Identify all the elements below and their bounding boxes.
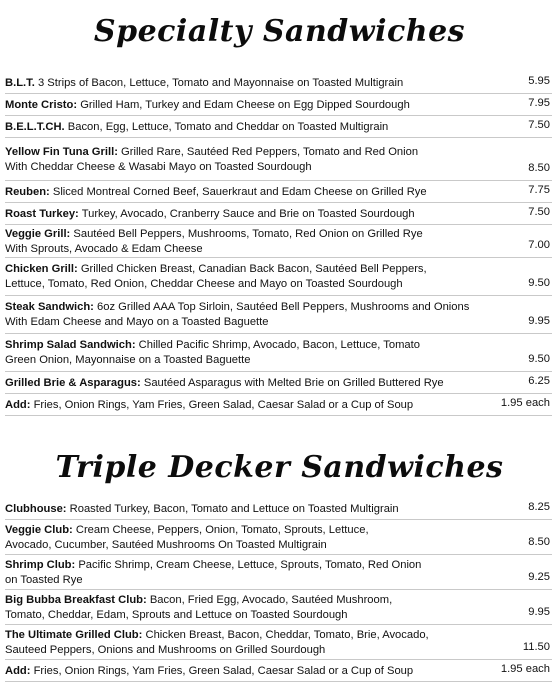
menu-item-text: Fries, Onion Rings, Yam Fries, Green Salad, Caesar Salad or a Cup of Soup [33, 665, 414, 677]
menu-item-description [5, 72, 494, 93]
menu-item-line [5, 664, 494, 679]
menu-item-line [5, 315, 494, 330]
menu-item-price: 1.95 each [500, 397, 550, 409]
menu-item-text: Lettuce, Tomato, Red Onion, Cheddar Cheese and Mayo on Toasted Sourdough [5, 278, 403, 290]
menu-item-text: Roasted Turkey, Bacon, Tomato and Lettuce on Toasted Multigrain [69, 503, 399, 515]
menu-item-name: Shrimp Club: [5, 559, 76, 571]
menu-item-line [5, 300, 494, 315]
menu-item-line [5, 376, 494, 391]
menu-item [5, 138, 552, 181]
menu-item-text: Grilled Ham, Turkey and Edam Cheese on Egg Dipped Sourdough [80, 99, 410, 111]
menu-item-price: 5.95 [528, 75, 550, 87]
menu-item-line [5, 242, 494, 257]
menu-item [5, 660, 552, 682]
menu-item [5, 394, 552, 416]
menu-item-line [5, 573, 494, 588]
menu-item-text: Fries, Onion Rings, Yam Fries, Green Salad, Caesar Salad or a Cup of Soup [33, 399, 414, 411]
menu-item-name: Roast Turkey: [5, 208, 79, 220]
menu-item-line [5, 227, 494, 242]
menu-item-name: Clubhouse: [5, 503, 67, 515]
menu-item-price: 7.75 [528, 184, 550, 196]
menu-item-description [5, 116, 494, 137]
menu-item-line [5, 185, 494, 200]
menu-item-price: 7.50 [528, 119, 550, 131]
menu-item-line [5, 353, 494, 368]
menu-item-line [5, 76, 494, 91]
menu-item [5, 372, 552, 394]
menu-item-price: 8.50 [528, 536, 550, 548]
menu-item-price: 9.95 [528, 315, 550, 327]
menu-item-text: Bacon, Egg, Lettuce, Tomato and Cheddar on Toasted Multigrain [67, 121, 389, 133]
menu-item-text: Sauteed Peppers, Onions and Mushrooms on Grilled Sourdough [5, 644, 326, 656]
menu-item [5, 520, 552, 555]
menu-item-price: 8.25 [528, 501, 550, 513]
menu-item-name: Veggie Grill: [5, 228, 71, 240]
menu-item-name: B.E.L.T.CH. [5, 121, 65, 133]
menu-item [5, 94, 552, 116]
menu-item-description [5, 625, 494, 659]
menu-item-name: Veggie Club: [5, 524, 73, 536]
menu-item-description [5, 520, 494, 554]
menu-item-price: 8.50 [528, 162, 550, 174]
menu-item-line [5, 145, 494, 160]
menu-item [5, 334, 552, 372]
menu-item-price: 7.00 [528, 239, 550, 251]
menu-item-name: Big Bubba Breakfast Club: [5, 594, 147, 606]
section-title-triple-decker: Triple Decker Sandwiches [55, 450, 504, 485]
menu-item-line [5, 643, 494, 658]
menu-item-description [5, 225, 494, 257]
menu-list-triple-decker [5, 498, 552, 682]
menu-item-line [5, 160, 494, 175]
menu-item-text: With Cheddar Cheese & Wasabi Mayo on Toasted Sourdough [5, 161, 312, 173]
menu-item-line [5, 593, 494, 608]
menu-item-text: Chilled Pacific Shrimp, Avocado, Bacon, Lettuce, Tomato [138, 339, 420, 351]
menu-item-line [5, 207, 494, 222]
menu-item-description [5, 660, 494, 681]
menu-item-line [5, 608, 494, 623]
menu-item-name: Add: [5, 399, 31, 411]
menu-item-description [5, 203, 494, 224]
menu-item-name: Yellow Fin Tuna Grill: [5, 146, 118, 158]
menu-item-name: Steak Sandwich: [5, 301, 94, 313]
menu-item-text: Sliced Montreal Corned Beef, Sauerkraut and Edam Cheese on Grilled Rye [52, 186, 427, 198]
menu-item [5, 181, 552, 203]
menu-item [5, 498, 552, 520]
menu-item-name: Shrimp Salad Sandwich: [5, 339, 136, 351]
menu-item-text: 6oz Grilled AAA Top Sirloin, Sautéed Bell Peppers, Mushrooms and Onions [97, 301, 470, 313]
menu-item-description [5, 590, 494, 624]
menu-item-price: 7.50 [528, 206, 550, 218]
menu-item-price: 11.50 [522, 641, 550, 653]
menu-item [5, 225, 552, 258]
menu-item-description [5, 296, 494, 333]
menu-item-line [5, 262, 494, 277]
menu-item-price: 6.25 [528, 375, 550, 387]
menu-item-description [5, 498, 494, 519]
menu-item [5, 258, 552, 296]
menu-item [5, 203, 552, 225]
menu-item-description [5, 181, 494, 202]
menu-item-text: With Sprouts, Avocado & Edam Cheese [5, 243, 203, 255]
menu-item-line [5, 538, 494, 553]
menu-item-name: Chicken Grill: [5, 263, 78, 275]
menu-item-line [5, 98, 494, 113]
menu-item-text: Cream Cheese, Peppers, Onion, Tomato, Sprouts, Lettuce, [75, 524, 369, 536]
menu-item-description [5, 394, 494, 415]
menu-item-name: B.L.T. [5, 77, 35, 89]
menu-item-name: The Ultimate Grilled Club: [5, 629, 143, 641]
menu-item-text: Chicken Breast, Bacon, Cheddar, Tomato, Brie, Avocado, [145, 629, 429, 641]
menu-item-text: Bacon, Fried Egg, Avocado, Sautéed Mushroom, [149, 594, 393, 606]
menu-item-line [5, 502, 494, 517]
menu-item-description [5, 334, 494, 371]
menu-item-description [5, 138, 494, 180]
menu-item-text: on Toasted Rye [5, 574, 83, 586]
menu-item-text: Grilled Rare, Sautéed Red Peppers, Tomato and Red Onion [121, 146, 419, 158]
menu-item [5, 116, 552, 138]
menu-item-description [5, 372, 494, 393]
menu-item-price: 9.95 [528, 606, 550, 618]
menu-item-line [5, 120, 494, 135]
menu-item [5, 555, 552, 590]
menu-item-price: 1.95 each [500, 663, 550, 675]
menu-item [5, 590, 552, 625]
menu-item-price: 9.25 [528, 571, 550, 583]
menu-item-name: Grilled Brie & Asparagus: [5, 377, 141, 389]
menu-item-text: With Edam Cheese and Mayo on a Toasted Baguette [5, 316, 269, 328]
menu-item-price: 9.50 [528, 353, 550, 365]
menu-item-name: Add: [5, 665, 31, 677]
menu-item-description [5, 94, 494, 115]
menu-item-line [5, 628, 494, 643]
menu-item-price: 7.95 [528, 97, 550, 109]
section-title-specialty: Specialty Sandwiches [93, 14, 466, 49]
menu-item-description [5, 555, 494, 589]
menu-item-text: Sautéed Asparagus with Melted Brie on Grilled Buttered Rye [143, 377, 444, 389]
menu-item-price: 9.50 [528, 277, 550, 289]
menu-item [5, 296, 552, 334]
menu-item-line [5, 338, 494, 353]
menu-item-text: Turkey, Avocado, Cranberry Sauce and Brie on Toasted Sourdough [81, 208, 415, 220]
menu-item-text: Grilled Chicken Breast, Canadian Back Bacon, Sautéed Bell Peppers, [80, 263, 427, 275]
menu-item-name: Reuben: [5, 186, 50, 198]
menu-item-description [5, 258, 494, 295]
menu-item-line [5, 277, 494, 292]
menu-item-text: Sautéed Bell Peppers, Mushrooms, Tomato, Red Onion on Grilled Rye [73, 228, 423, 240]
menu-item-line [5, 398, 494, 413]
menu-item-text: 3 Strips of Bacon, Lettuce, Tomato and Mayonnaise on Toasted Multigrain [37, 77, 404, 89]
menu-list-specialty [5, 72, 552, 416]
menu-item-text: Pacific Shrimp, Cream Cheese, Lettuce, Sprouts, Tomato, Red Onion [78, 559, 422, 571]
menu-item [5, 625, 552, 660]
menu-item [5, 72, 552, 94]
menu-item-text: Avocado, Cucumber, Sautéed Mushrooms On Toasted Multigrain [5, 539, 327, 551]
menu-item-name: Monte Cristo: [5, 99, 78, 111]
menu-item-line [5, 558, 494, 573]
menu-item-text: Green Onion, Mayonnaise on a Toasted Baguette [5, 354, 251, 366]
menu-item-text: Tomato, Cheddar, Edam, Sprouts and Lettuce on Toasted Sourdough [5, 609, 348, 621]
menu-item-line [5, 523, 494, 538]
